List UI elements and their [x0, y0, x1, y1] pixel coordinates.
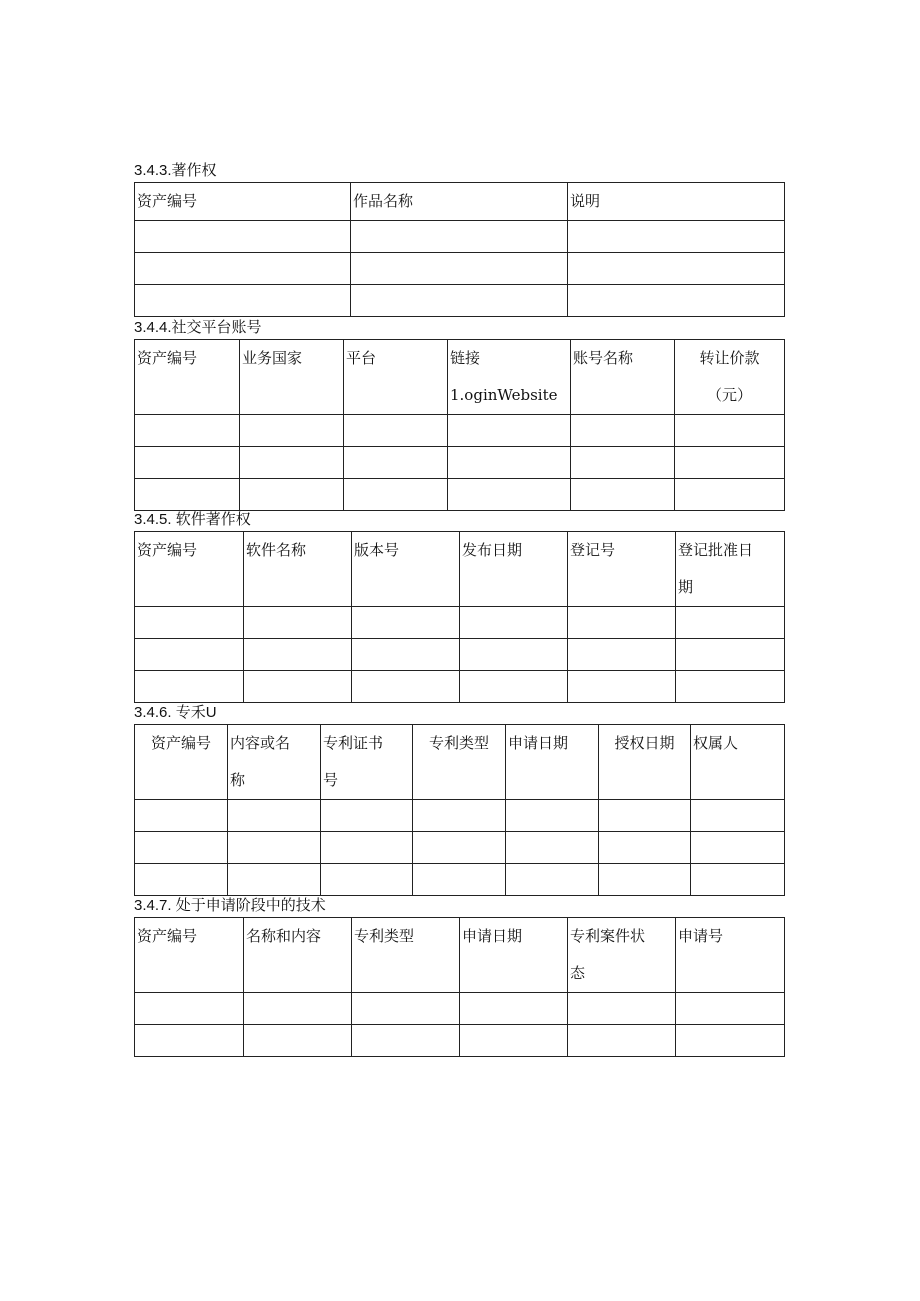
empty-cell[interactable]: [240, 479, 344, 511]
header-cell: 作品名称: [351, 183, 568, 221]
empty-cell[interactable]: [135, 864, 228, 896]
empty-cell[interactable]: [568, 607, 676, 639]
empty-cell[interactable]: [244, 639, 352, 671]
empty-cell[interactable]: [240, 447, 344, 479]
header-cell: 资产编号: [135, 918, 244, 993]
software-copyright-table: [134, 531, 785, 703]
section-heading-copyright: 3.4.3.著作权: [134, 162, 217, 179]
empty-cell[interactable]: [344, 415, 448, 447]
empty-cell[interactable]: [568, 639, 676, 671]
empty-cell[interactable]: [568, 993, 676, 1025]
copyright-table: [134, 182, 785, 317]
section-heading-software-copyright: 3.4.5. 软件著作权: [134, 511, 251, 528]
header-cell: 资产编号: [135, 725, 228, 800]
empty-cell[interactable]: [568, 671, 676, 703]
empty-cell[interactable]: [352, 639, 460, 671]
empty-cell[interactable]: [675, 479, 785, 511]
empty-cell[interactable]: [135, 607, 244, 639]
empty-cell[interactable]: [135, 671, 244, 703]
header-cell: 专利案件状 态: [568, 918, 676, 993]
header-cell: 专利类型: [352, 918, 460, 993]
empty-cell[interactable]: [352, 1025, 460, 1057]
empty-cell[interactable]: [676, 671, 785, 703]
empty-cell[interactable]: [413, 800, 506, 832]
header-cell: 资产编号: [135, 532, 244, 607]
empty-cell[interactable]: [344, 447, 448, 479]
table-row: [135, 415, 785, 447]
empty-cell[interactable]: [244, 993, 352, 1025]
empty-cell[interactable]: [228, 832, 321, 864]
table-row: [135, 253, 785, 285]
empty-cell[interactable]: [571, 415, 675, 447]
empty-cell[interactable]: [135, 832, 228, 864]
empty-cell[interactable]: [448, 415, 571, 447]
table-row: [135, 221, 785, 253]
header-cell: 申请号: [676, 918, 785, 993]
table-row: [135, 285, 785, 317]
header-cell: 转让价款 （元）: [675, 340, 785, 415]
empty-cell[interactable]: [413, 832, 506, 864]
empty-cell[interactable]: [352, 607, 460, 639]
empty-cell[interactable]: [568, 1025, 676, 1057]
empty-cell[interactable]: [240, 415, 344, 447]
empty-cell[interactable]: [344, 479, 448, 511]
social-accounts-table: [134, 339, 785, 511]
table-row: [135, 639, 785, 671]
empty-cell[interactable]: [135, 253, 351, 285]
header-cell: 申请日期: [460, 918, 568, 993]
empty-cell[interactable]: [228, 800, 321, 832]
table-row: [135, 479, 785, 511]
header-row: [135, 340, 785, 415]
empty-cell[interactable]: [506, 864, 599, 896]
empty-cell[interactable]: [506, 832, 599, 864]
header-cell: 申请日期: [506, 725, 599, 800]
empty-cell[interactable]: [691, 800, 785, 832]
header-cell: 账号名称: [571, 340, 675, 415]
header-cell: 链接 1.oginWebsite: [448, 340, 571, 415]
header-cell: 登记号: [568, 532, 676, 607]
empty-cell[interactable]: [676, 607, 785, 639]
empty-cell[interactable]: [351, 221, 568, 253]
patents-table: [134, 724, 785, 896]
empty-cell[interactable]: [244, 671, 352, 703]
header-cell: 权属人: [691, 725, 785, 800]
table-row: [135, 607, 785, 639]
empty-cell[interactable]: [135, 447, 240, 479]
header-row: [135, 725, 785, 800]
empty-cell[interactable]: [460, 607, 568, 639]
header-cell: 授权日期: [599, 725, 691, 800]
header-cell: 内容或名 称: [228, 725, 321, 800]
header-row: [135, 532, 785, 607]
empty-cell[interactable]: [135, 1025, 244, 1057]
empty-cell[interactable]: [675, 415, 785, 447]
empty-cell[interactable]: [352, 993, 460, 1025]
empty-cell[interactable]: [321, 864, 413, 896]
empty-cell[interactable]: [460, 993, 568, 1025]
empty-cell[interactable]: [135, 993, 244, 1025]
header-cell: 专利证书 号: [321, 725, 413, 800]
table-row: [135, 447, 785, 479]
empty-cell[interactable]: [691, 864, 785, 896]
section-heading-patents: 3.4.6. 专禾U: [134, 704, 217, 721]
empty-cell[interactable]: [568, 285, 785, 317]
empty-cell[interactable]: [568, 253, 785, 285]
table-row: [135, 832, 785, 864]
empty-cell[interactable]: [352, 671, 460, 703]
empty-cell[interactable]: [228, 864, 321, 896]
table-row: [135, 800, 785, 832]
empty-cell[interactable]: [413, 864, 506, 896]
empty-cell[interactable]: [676, 639, 785, 671]
table-row: [135, 864, 785, 896]
empty-cell[interactable]: [244, 1025, 352, 1057]
header-cell: 平台: [344, 340, 448, 415]
empty-cell[interactable]: [135, 479, 240, 511]
empty-cell[interactable]: [351, 253, 568, 285]
section-heading-social-accounts: 3.4.4.社交平台账号: [134, 319, 262, 336]
header-cell: 发布日期: [460, 532, 568, 607]
empty-cell[interactable]: [135, 639, 244, 671]
empty-cell[interactable]: [460, 671, 568, 703]
header-cell: 版本号: [352, 532, 460, 607]
pending-tech-table: [134, 917, 785, 1057]
header-cell: 专利类型: [413, 725, 506, 800]
empty-cell[interactable]: [244, 607, 352, 639]
empty-cell[interactable]: [599, 800, 691, 832]
empty-cell[interactable]: [448, 479, 571, 511]
header-cell: 软件名称: [244, 532, 352, 607]
header-cell: 说明: [568, 183, 785, 221]
empty-cell[interactable]: [135, 221, 351, 253]
empty-cell[interactable]: [691, 832, 785, 864]
empty-cell[interactable]: [135, 415, 240, 447]
header-cell: 业务国家: [240, 340, 344, 415]
header-cell: 名称和内容: [244, 918, 352, 993]
empty-cell[interactable]: [460, 639, 568, 671]
header-cell: 资产编号: [135, 183, 351, 221]
empty-cell[interactable]: [321, 800, 413, 832]
table-row: [135, 1025, 785, 1057]
empty-cell[interactable]: [599, 864, 691, 896]
empty-cell[interactable]: [568, 221, 785, 253]
table-row: [135, 993, 785, 1025]
empty-cell[interactable]: [571, 479, 675, 511]
header-row: [135, 183, 785, 221]
header-row: [135, 918, 785, 993]
empty-cell[interactable]: [135, 800, 228, 832]
empty-cell[interactable]: [599, 832, 691, 864]
empty-cell[interactable]: [676, 1025, 785, 1057]
empty-cell[interactable]: [460, 1025, 568, 1057]
empty-cell[interactable]: [571, 447, 675, 479]
empty-cell[interactable]: [321, 832, 413, 864]
empty-cell[interactable]: [506, 800, 599, 832]
empty-cell[interactable]: [448, 447, 571, 479]
empty-cell[interactable]: [135, 285, 351, 317]
empty-cell[interactable]: [675, 447, 785, 479]
table-row: [135, 671, 785, 703]
header-cell: 登记批准日 期: [676, 532, 785, 607]
header-cell: 资产编号: [135, 340, 240, 415]
empty-cell[interactable]: [676, 993, 785, 1025]
section-heading-pending-tech: 3.4.7. 处于申请阶段中的技术: [134, 897, 326, 914]
empty-cell[interactable]: [351, 285, 568, 317]
